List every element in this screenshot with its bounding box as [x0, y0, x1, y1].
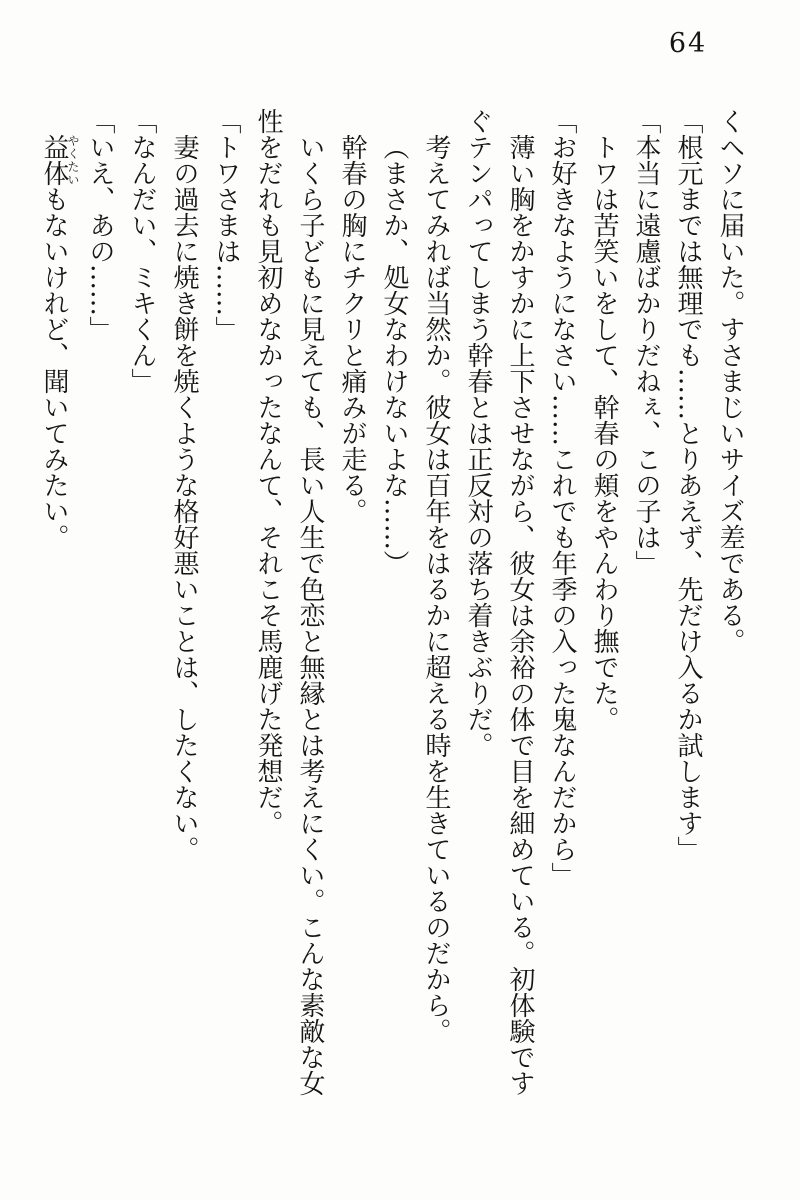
paragraph: （まさか、処女なわけないよな……）	[379, 134, 409, 576]
paragraph: 「なんだい、ミキくん」	[127, 108, 157, 394]
paragraph: 考えてみれば当然か。彼女は百年をはるかに超える時を生きているのだから。	[421, 134, 451, 1044]
paragraph: 「トワさまは……」	[211, 108, 241, 342]
ruby-annotated-word: 益体やくたい	[39, 134, 80, 186]
paragraph: トワは苦笑いをして、幹春の頬をやんわり撫でた。	[589, 134, 619, 732]
furigana: やくたい	[66, 134, 80, 186]
paragraph: 「お好きなようになさい……これでも年季の入った鬼なんだから」	[547, 108, 577, 888]
paragraph: 幹春の胸にチクリと痛みが走る。	[337, 134, 367, 524]
paragraph: くヘソに届いた。すさまじいサイズ差である。	[715, 108, 745, 654]
paragraph: 「いえ、あの……」	[85, 108, 115, 342]
vertical-text-block	[33, 108, 751, 1108]
paragraph: 薄い胸をかすかに上下させながら、彼女は余裕の体で目を細めている。初体験ですぐテンパってしまう幹春とは正反対の落ち着きぶりだ。	[463, 108, 535, 1096]
paragraph: 妻の過去に焼き餅を焼くような格好悪いことは、したくない。	[169, 134, 199, 862]
page-number: 64	[668, 28, 708, 59]
paragraph: いくら子どもに見えても、長い人生で色恋と無縁とは考えにくい。こんな素敵な女性をだれも見初めなかったなんて、それこそ馬鹿げた発想だ。	[253, 108, 325, 1096]
paragraph: 「根元までは無理でも……とりあえず、先だけ入るか試します」	[673, 108, 703, 862]
paragraph: 益体やくたいもないけれど、聞いてみたい。	[39, 134, 80, 550]
paragraph: 「本当に遠慮ばかりだねぇ、この子は」	[631, 108, 661, 576]
